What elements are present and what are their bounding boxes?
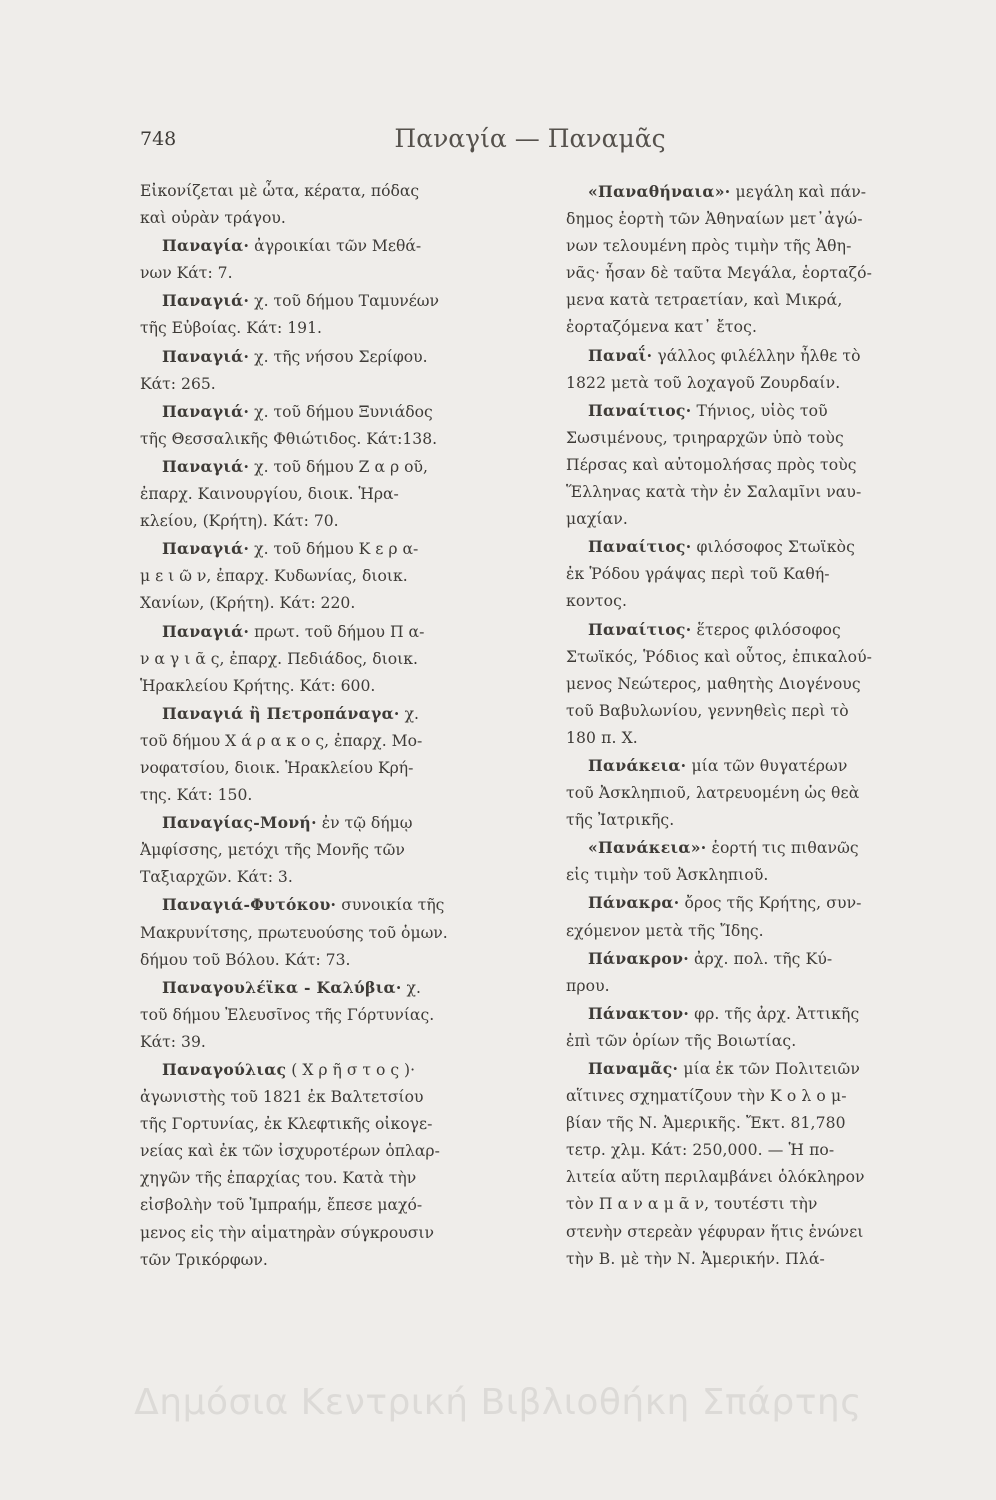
line-text: ἕτερος φιλόσοφος [691,620,841,639]
line-text: εἰσβολὴν τοῦ Ἰμπραήμ, ἔπεσε μαχό- [140,1196,423,1215]
text-line [566,206,930,233]
text-line [140,178,532,205]
text-line [140,1111,532,1138]
text-line [566,1164,930,1191]
line-text: ἑορτή τις πιθανῶς [706,839,859,858]
line-text: τοῦ δήμου Χ ά ρ α κ ο ς, ἐπαρχ. Μο- [140,731,423,750]
text-line [566,698,930,725]
text-line [140,646,532,673]
line-text: ν α γ ι ᾶ ς, ἐπαρχ. Πεδιάδος, διοικ. [140,649,418,668]
line-text: ἐκ Ῥόδου γράψας περὶ τοῦ Καθή- [566,565,830,584]
text-line [140,1056,532,1084]
text-line [140,1002,532,1029]
page-header [140,124,880,168]
entry-headword: Πάνακτον· [588,1003,690,1023]
line-text: χ. τῆς νήσου Σερίφου. [249,347,428,366]
text-line [566,945,930,973]
line-text: ἀγροικίαι τῶν Μεθά- [249,237,422,256]
line-text: Χανίων, (Κρήτη). Κάτ: 220. [140,594,356,613]
line-text: γάλλος φιλέλλην ἦλθε τὸ [652,346,861,365]
line-text: τῶν Τρικόρφων. [140,1250,268,1269]
text-line [566,807,930,834]
text-line [140,315,532,342]
text-line [140,974,532,1002]
text-line [566,973,930,1000]
entry-headword: «Παναθήναια»· [588,182,731,201]
line-text: ἐν τῷ δήμῳ [316,814,413,833]
line-text: μία ἐκ τῶν Πολιτειῶν [678,1060,860,1078]
line-text: Κάτ: 39. [140,1032,206,1051]
text-line [566,287,930,314]
line-text: Σωσιμένους, τριηραρχῶν ὑπὸ τοὺς [566,428,844,447]
text-line [566,1028,930,1055]
text-line [140,1192,532,1219]
text-line [566,1110,930,1137]
text-line [140,864,532,891]
entry-headword: Παναγούλιας [162,1060,287,1079]
text-line [140,371,532,398]
text-line [566,233,930,260]
entry-headword: Παναγιά· [162,401,250,421]
text-line [140,205,532,232]
line-text: καὶ οὐρὰν τράγου. [140,209,286,228]
text-line [140,563,532,590]
entry-headword: Παναγιά· [162,346,250,366]
line-text: τῆς Ἰατρικῆς. [566,811,675,830]
line-text: ἀγωνιστὴς τοῦ 1821 ἐκ Βαλτετσίου [140,1088,424,1107]
text-line [566,725,930,752]
entry-headword: Παναίτιος· [588,619,692,639]
text-line [140,398,532,426]
text-line [566,1000,930,1028]
line-text: κλείου, (Κρήτη). Κάτ: 70. [140,512,339,531]
line-text: τὸν Π α ν α μ ᾶ ν, τουτέστι τὴν [566,1195,818,1214]
text-line [566,644,930,671]
text-line [566,178,930,206]
text-line [566,1246,930,1273]
line-text: ἀρχ. πολ. τῆς Κύ- [688,949,833,968]
line-text: νων τελουμένη πρὸς τιμὴν τῆς Ἀθη- [566,237,852,256]
entry-headword: Πάνακρα· [588,893,680,913]
line-text: τοῦ δήμου Ἐλευσῖνος τῆς Γόρτυνίας. [140,1005,435,1024]
right-column [566,178,930,1273]
line-text: χ. τοῦ δήμου Ξυνιάδος [249,402,433,421]
line-text: μενος εἰς τὴν αἱματηρὰν σύγκρουσιν [140,1223,434,1242]
text-line [140,260,532,287]
left-column [140,178,532,1274]
line-text: Στωϊκός, Ῥόδιος καὶ οὗτος, ἐπικαλού- [566,647,873,666]
text-line [566,780,930,807]
line-text: νείας καὶ ἐκ τῶν ἰσχυροτέρων ὁπλαρ- [140,1142,440,1161]
text-line [140,728,532,755]
text-line [566,479,930,506]
text-line [140,535,532,563]
line-text: μεγάλη καὶ πάν- [730,183,867,201]
line-text: λιτεία αὕτη περιλαμβάνει ὁλόκληρον [566,1168,865,1187]
line-text: πρωτ. τοῦ δήμου Π α- [249,622,425,641]
line-text: Κάτ: 265. [140,374,216,393]
line-text: Εἰκονίζεται μὲ ὦτα, κέρατα, πόδας [140,182,420,200]
entry-headword: Παναγιά· [162,456,250,476]
text-line [140,891,532,919]
line-text: τὴν Β. μὲ τὴν Ν. Ἀμερικήν. Πλά- [566,1249,825,1268]
entry-headword: Παναγουλέϊκα - Καλύβια· [162,977,402,997]
entry-headword: Παναγιά-Φυτόκου· [162,895,337,915]
line-text: συνοικία τῆς [336,896,445,915]
text-line [140,837,532,864]
text-line [566,260,930,287]
text-line [566,588,930,615]
line-text: τετρ. χλμ. Κάτ: 250,000. — Ἡ πο- [566,1141,835,1160]
text-line [566,1191,930,1218]
line-text: τῆς Θεσσαλικῆς Φθιώτιδος. Κάτ:138. [140,429,438,448]
line-text: χ. τοῦ δήμου Ζ α ρ οῦ, [249,457,428,476]
line-text: μαχίαν. [566,510,628,529]
line-text: Ἕλληνας κατὰ τὴν ἐν Σαλαμῖνι ναυ- [566,483,862,502]
text-line [140,1138,532,1165]
line-text: μ ε ι ῶ ν, ἐπαρχ. Κυδωνίας, διοικ. [140,567,408,586]
line-text: ὄρος τῆς Κρήτης, συν- [679,894,862,913]
line-text: εχόμενον μετὰ τῆς Ἴδης. [566,921,764,940]
library-watermark: Δημόσια Κεντρική Βιβλιοθήκη Σπάρτης [134,1382,862,1423]
text-line [566,1137,930,1164]
text-line [566,533,930,561]
line-text: χηγῶν τῆς ἐπαρχίας του. Κατὰ τὴν [140,1169,417,1188]
line-text: τοῦ Ἀσκληπιοῦ, λατρευομένη ὡς θεὰ [566,784,860,803]
line-text: Ἡρακλείου Κρήτης. Κάτ: 600. [140,676,376,695]
entry-headword: Πάνακρον· [588,948,689,968]
line-text: νοφατσίου, διοικ. Ἡρακλείου Κρή- [140,758,414,777]
line-text: μία τῶν θυγατέρων [686,756,848,775]
text-line [140,343,532,371]
text-line [140,590,532,617]
entry-headword: Παναγιά· [162,539,250,559]
line-text: φρ. τῆς ἀρχ. Ἀττικῆς [689,1004,860,1023]
entry-headword: «Πανάκεια»· [588,838,707,858]
entry-headword: Παναίτιος· [588,537,692,557]
line-text: νᾶς· ἦσαν δὲ ταῦτα Μεγάλα, ἑορταζό- [566,264,872,283]
entry-headword: Παναΐ· [588,345,653,365]
text-line [140,1247,532,1274]
line-text: 1822 μετὰ τοῦ λοχαγοῦ Ζουρδαίν. [566,373,841,392]
line-text: στενὴν στερεὰν γέφυραν ἥτις ἑνώνει [566,1222,864,1241]
line-text: τοῦ Βαβυλωνίου, γεννηθεὶς περὶ τὸ [566,701,849,720]
line-text: ἐπαρχ. Καινουργίου, διοικ. Ἡρα- [140,485,399,504]
text-line [566,506,930,533]
line-text: Τήνιος, υἱὸς τοῦ [691,401,828,420]
text-line [140,947,532,974]
line-text: βίαν τῆς Ν. Ἀμερικῆς. Ἔκτ. 81,780 [566,1114,846,1133]
line-text: νων Κάτ: 7. [140,264,233,283]
line-text: Πέρσας καὶ αὐτομολήσας πρὸς τοὺς [566,455,857,474]
text-line [140,287,532,315]
line-text: Ἀμφίσσης, μετόχι τῆς Μονῆς τῶν [140,841,405,860]
entry-headword: Παναγιά· [162,621,250,641]
text-line [140,809,532,837]
entry-headword: Παναίτιος· [588,400,692,420]
line-text: δήμου τοῦ Βόλου. Κάτ: 73. [140,950,351,969]
entry-headword: Παναγιά· [162,291,250,311]
entry-headword: Παναγίας-Μονή· [162,813,317,833]
text-line [140,700,532,728]
text-line [140,232,532,260]
entry-headword: Παναγιά ἢ Πετροπάναγα· [162,703,400,723]
text-line [566,834,930,862]
line-text: χ. [399,704,419,723]
line-text: εἰς τιμὴν τοῦ Ἀσκληπιοῦ. [566,866,769,885]
text-line [566,397,930,425]
line-text: χ. [401,978,421,997]
text-line [566,1083,930,1110]
text-line [566,561,930,588]
line-text: χ. τοῦ δήμου Κ ε ρ α- [249,540,419,559]
text-line [140,755,532,782]
entry-headword: Παναμᾶς· [588,1059,679,1078]
line-text: χ. τοῦ δήμου Ταμυνέων [249,292,439,311]
line-text: φιλόσοφος Στωϊκὸς [691,538,855,557]
text-line [566,862,930,889]
line-text: μενος Νεώτερος, μαθητὴς Διογένους [566,674,861,693]
entry-headword: Πανάκεια· [588,755,687,775]
line-text: αἵτινες σχηματίζουν τὴν Κ ο λ ο μ- [566,1087,847,1106]
text-line [566,314,930,341]
text-line [140,673,532,700]
text-line [566,889,930,917]
text-line [566,425,930,452]
running-title: Παναγία — Παναμᾶς [394,124,666,153]
text-line [140,782,532,809]
line-text: τῆς Εὐβοίας. Κάτ: 191. [140,319,322,338]
line-text: ( Χ ρ ῆ σ τ ο ς )· [286,1061,416,1079]
text-line [140,426,532,453]
text-line [566,1219,930,1246]
line-text: ἐπὶ τῶν ὁρίων τῆς Βοιωτίας. [566,1031,797,1050]
line-text: μενα κατὰ τετραετίαν, καὶ Μικρά, [566,291,843,310]
text-line [140,1165,532,1192]
text-line [566,616,930,644]
line-text: Ταξιαρχῶν. Κάτ: 3. [140,868,293,887]
text-line [140,1084,532,1111]
line-text: κοντος. [566,592,628,611]
text-line [140,1029,532,1056]
text-line [566,342,930,370]
text-line [140,481,532,508]
line-text: της. Κάτ: 150. [140,786,253,805]
page-number: 748 [140,128,177,150]
line-text: 180 π. Χ. [566,728,638,747]
line-text: ἑορταζόμενα κατ᾽ ἔτος. [566,318,758,337]
text-line [566,1055,930,1083]
text-line [140,618,532,646]
text-line [140,453,532,481]
text-line [140,920,532,947]
line-text: πρου. [566,976,610,995]
line-text: δημος ἑορτὴ τῶν Ἀθηναίων μετ᾽ἀγώ- [566,210,863,229]
text-line [566,671,930,698]
line-text: τῆς Γορτυνίας, ἐκ Κλεφτικῆς οἰκογε- [140,1115,433,1134]
line-text: Μακρυνίτσης, πρωτευούσης τοῦ ὁμων. [140,923,448,942]
text-line [566,918,930,945]
entry-headword: Παναγία· [162,236,250,256]
text-line [566,752,930,780]
text-line [566,452,930,479]
text-line [566,370,930,397]
text-line [140,1220,532,1247]
text-line [140,508,532,535]
